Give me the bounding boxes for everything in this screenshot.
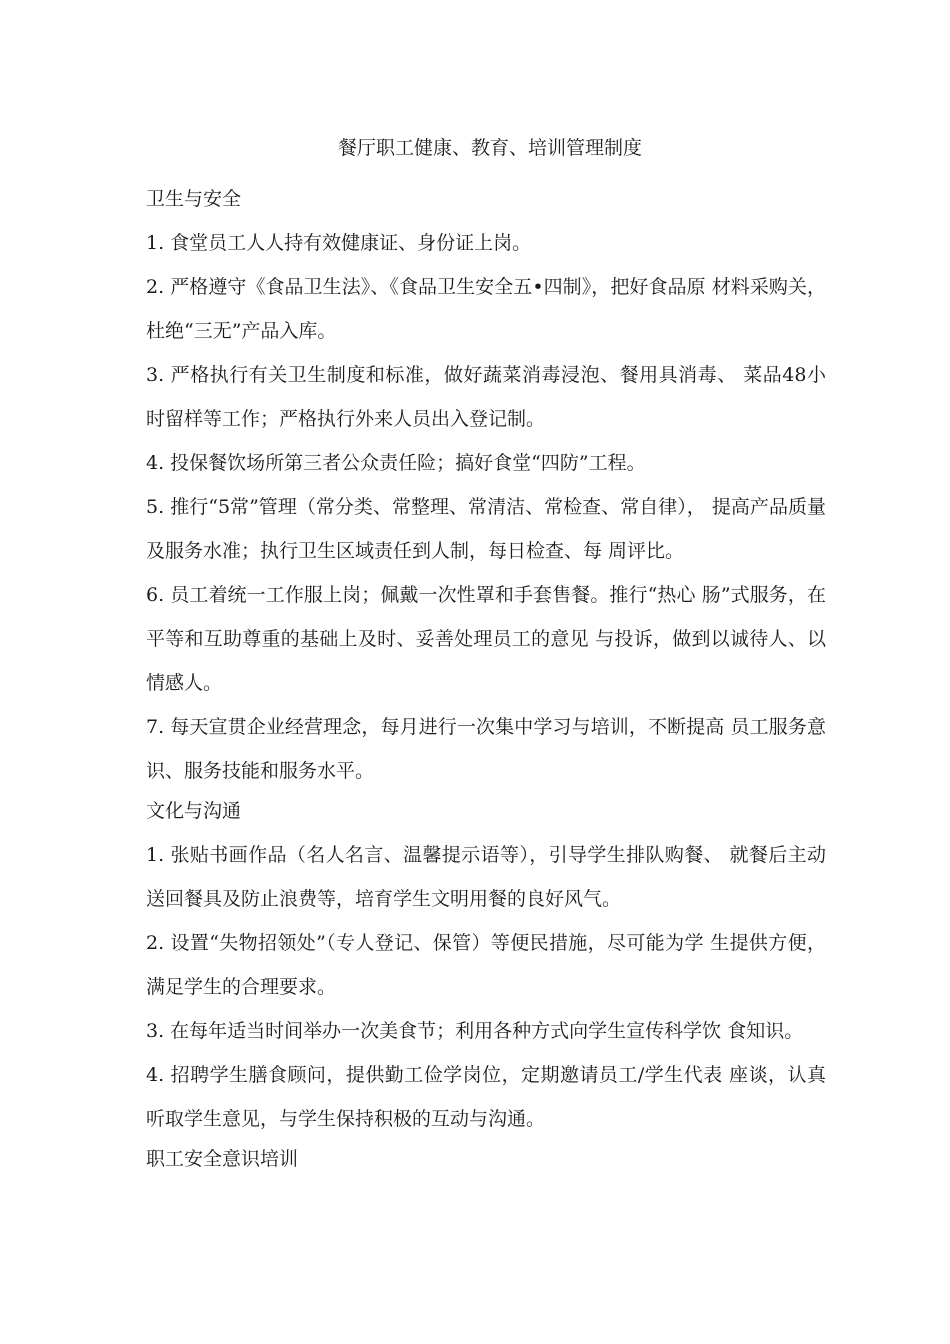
section-heading-safety-training: 职工安全意识培训	[146, 1148, 299, 1170]
paragraph: 5. 推行“5常”管理（常分类、常整理、常清洁、常检查、常自律）， 提高产品质量及服务水准；执行卫生区域责任到人制，每日检查、每 周评比。	[146, 496, 826, 562]
paragraph: 6. 员工着统一工作服上岗；佩戴一次性罩和手套售餐。推行“热心 肠”式服务，在平等和互助尊重的基础上及时、妥善处理员工的意见 与投诉，做到以诚待人、以情感人。	[146, 584, 826, 694]
document-title: 餐厅职工健康、教育、培训管理制度	[337, 137, 642, 159]
section-heading-hygiene-safety: 卫生与安全	[146, 188, 242, 210]
paragraph: 2. 严格遵守《食品卫生法》、《食品卫生安全五•四制》，把好食品原 材料采购关，杜绝“三无”产品入库。	[146, 276, 826, 342]
paragraph: 2. 设置“失物招领处”（专人登记、保管）等便民措施，尽可能为学 生提供方便，满足学生的合理要求。	[146, 932, 826, 998]
paragraph: 3. 严格执行有关卫生制度和标准，做好蔬菜消毒浸泡、餐用具消毒、 菜品48小时留样等工作；严格执行外来人员出入登记制。	[146, 364, 826, 430]
paragraph: 1. 张贴书画作品（名人名言、温馨提示语等），引导学生排队购餐、 就餐后主动送回餐具及防止浪费等，培育学生文明用餐的良好风气。	[146, 844, 826, 910]
paragraph: 3. 在每年适当时间举办一次美食节；利用各种方式向学生宣传科学饮 食知识。	[146, 1020, 804, 1042]
paragraph: 4. 招聘学生膳食顾问，提供勤工俭学岗位，定期邀请员工/学生代表 座谈，认真听取学生意见，与学生保持积极的互动与沟通。	[146, 1064, 826, 1130]
document-body	[146, 185, 826, 1189]
paragraph: 4. 投保餐饮场所第三者公众责任险；搞好食堂“四防”工程。	[146, 452, 646, 474]
paragraph: 7. 每天宣贯企业经营理念，每月进行一次集中学习与培训，不断提高 员工服务意识、服务技能和服务水平。	[146, 716, 826, 782]
paragraph: 1. 食堂员工人人持有效健康证、身份证上岗。	[146, 232, 532, 254]
section-heading-culture-communication: 文化与沟通	[146, 800, 242, 822]
